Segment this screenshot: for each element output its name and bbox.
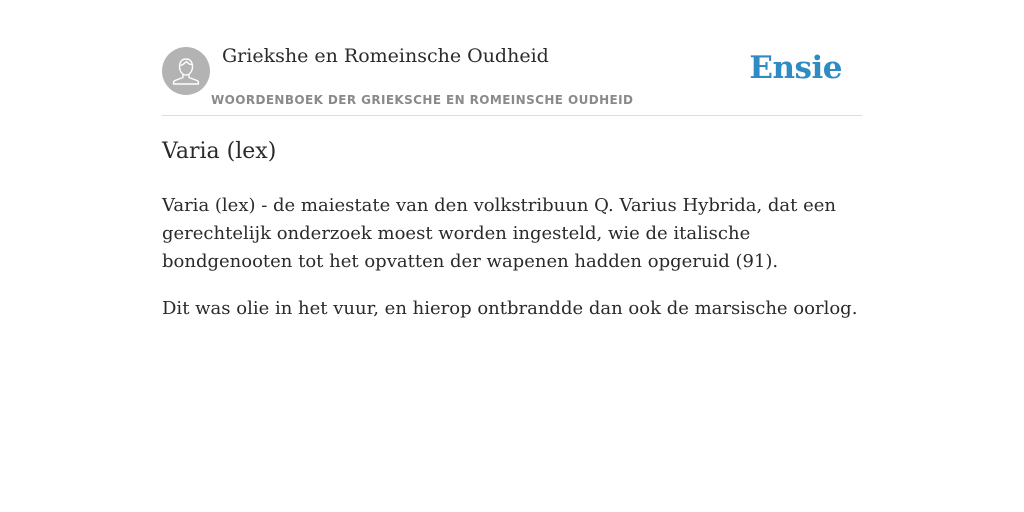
entry-body [162,192,862,342]
entry-paragraph: Dit was olie in het vuur, en hierop ontbrandde dan ook de marsische oorlog. [162,298,858,319]
source-subtitle: WOORDENBOEK DER GRIEKSCHE EN ROMEINSCHE OUDHEID [211,93,634,107]
source-avatar[interactable] [162,47,210,95]
entry-paragraph: Varia (lex) - de maiestate van den volkstribuun Q. Varius Hybrida, dat een gerechtelijk onderzoek moest worden ingesteld, wie de italische bondgenooten tot het opvatten der wapenen hadden opgeruid (91). [162,195,837,272]
user-placeholder-icon [162,47,210,95]
page [162,0,862,319]
header [162,0,862,116]
source-title-link[interactable]: Griekshe en Romeinsche Oudheid [222,45,549,67]
ensie-logo[interactable]: Ensie [749,50,842,86]
entry-title: Varia (lex) [162,139,277,164]
